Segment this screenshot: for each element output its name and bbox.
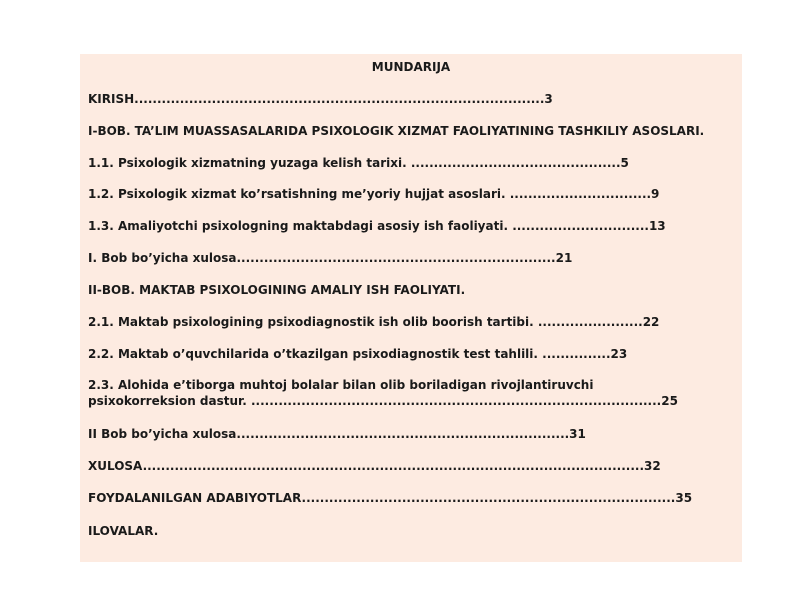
toc-entry-kirish: KIRISH..........................................................................................3 (88, 92, 553, 106)
toc-title: MUNDARIJA (371, 60, 451, 74)
document-page (80, 54, 742, 562)
toc-entry-appendices: ILOVALAR. (88, 524, 159, 538)
toc-entry-2-1: 2.1. Maktab psixologining psixodiagnostik ish olib boorish tartibi. .......................22 (88, 315, 660, 329)
toc-entry-chapter-2: II-BOB. MAKTAB PSIXOLOGINING AMALIY ISH FAOLIYATI. (88, 283, 466, 297)
toc-entry-references: FOYDALANILGAN ADABIYOTLAR..................................................................................35 (88, 491, 693, 505)
toc-entry-chapter-2-summary: II Bob bo’yicha xulosa.........................................................................31 (88, 427, 586, 441)
toc-entry-1-2: 1.2. Psixologik xizmat ko’rsatishning me’yoriy hujjat asoslari. ...............................9 (88, 187, 660, 201)
toc-entry-2-3: 2.3. Alohida e’tiborga muhtoj bolalar bilan olib boriladigan rivojlantiruvchi psixokorreksion dastur. ..........................................................................................25 (88, 378, 678, 408)
toc-entry-xulosa: XULOSA..............................................................................................................32 (88, 459, 661, 473)
toc-entry-chapter-1-summary: I. Bob bo’yicha xulosa......................................................................21 (88, 251, 573, 265)
toc-entry-chapter-1: I-BOB. TA’LIM MUASSASALARIDA PSIXOLOGIK XIZMAT FAOLIYATINING TASHKILIY ASOSLARI. (88, 124, 705, 138)
toc-entry-1-1: 1.1. Psixologik xizmatning yuzaga kelish tarixi. ..............................................5 (88, 156, 629, 170)
toc-entry-1-3: 1.3. Amaliyotchi psixologning maktabdagi asosiy ish faoliyati. ..............................13 (88, 219, 666, 233)
toc-entry-2-2: 2.2. Maktab o’quvchilarida o’tkazilgan psixodiagnostik test tahlili. ...............23 (88, 347, 628, 361)
